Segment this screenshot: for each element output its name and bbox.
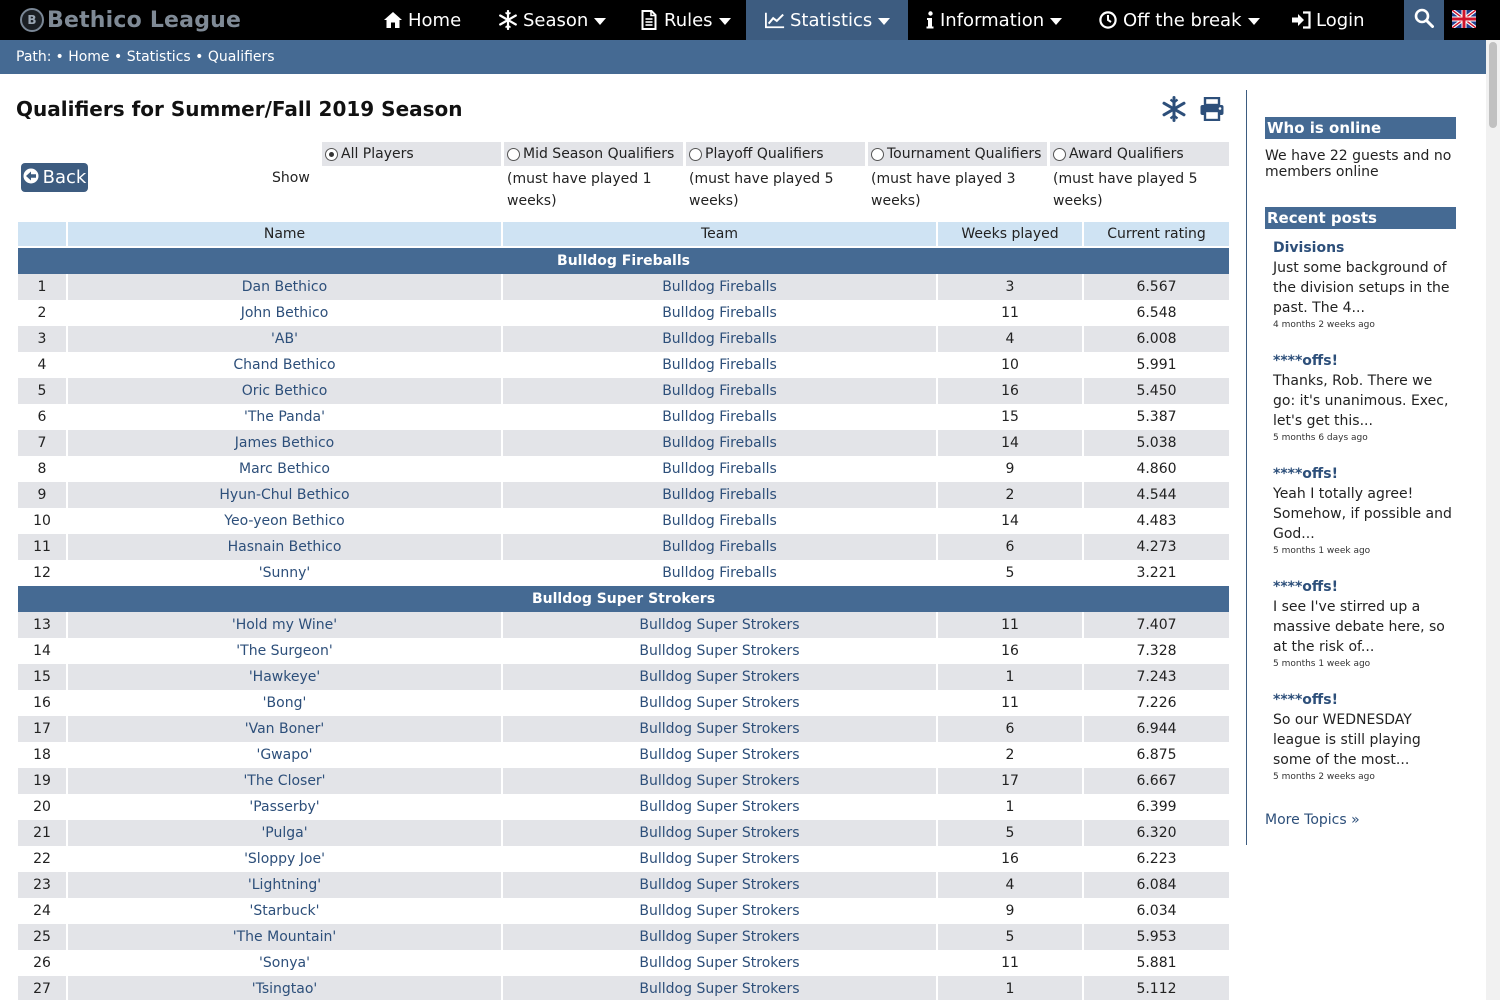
rank-cell: 24 — [18, 898, 66, 924]
rank-cell: 11 — [18, 534, 66, 560]
rating-cell: 6.548 — [1084, 300, 1229, 326]
table-row — [18, 820, 1229, 846]
rank-cell: 3 — [18, 326, 66, 352]
rating-cell: 7.243 — [1084, 664, 1229, 690]
rank-cell: 6 — [18, 404, 66, 430]
table-row — [18, 300, 1229, 326]
print-icon[interactable] — [1199, 96, 1225, 122]
player-name-link[interactable]: 'Sunny' — [68, 560, 501, 586]
rating-cell: 4.860 — [1084, 456, 1229, 482]
nav-home[interactable] — [383, 0, 461, 40]
recent-post-title[interactable]: ****offs! — [1273, 579, 1338, 595]
team-name-link[interactable]: Bulldog Fireballs — [503, 508, 936, 534]
recent-post-title[interactable]: ****offs! — [1273, 692, 1338, 708]
rank-cell: 8 — [18, 456, 66, 482]
team-name-link[interactable]: Bulldog Super Strokers — [503, 664, 936, 690]
breadcrumb — [0, 40, 1486, 74]
table-header-row — [18, 222, 1229, 248]
weeks-played-cell: 11 — [938, 690, 1082, 716]
rating-cell: 5.953 — [1084, 924, 1229, 950]
team-name-link[interactable]: Bulldog Super Strokers — [503, 638, 936, 664]
table-row — [18, 378, 1229, 404]
team-name-link[interactable]: Bulldog Super Strokers — [503, 690, 936, 716]
line-chart-icon — [765, 10, 785, 30]
rank-cell: 14 — [18, 638, 66, 664]
search-button[interactable] — [1404, 0, 1444, 40]
team-name-link[interactable]: Bulldog Super Strokers — [503, 898, 936, 924]
top-navbar — [0, 0, 1500, 40]
team-name-link[interactable]: Bulldog Fireballs — [503, 430, 936, 456]
nav-season-label: Season — [523, 9, 589, 31]
table-row — [18, 430, 1229, 456]
filter-label: Award Qualifiers — [1069, 146, 1184, 162]
team-name-link[interactable]: Bulldog Super Strokers — [503, 820, 936, 846]
player-name-link[interactable]: 'Pulga' — [68, 820, 501, 846]
search-icon — [1414, 8, 1434, 32]
team-name-link[interactable]: Bulldog Fireballs — [503, 404, 936, 430]
recent-post-body: So our WEDNESDAY league is still playing some of the most... — [1273, 712, 1421, 768]
weeks-played-cell: 11 — [938, 612, 1082, 638]
nav-statistics-label: Statistics — [790, 9, 873, 31]
filter-all-players[interactable] — [322, 142, 501, 166]
filter-label: Playoff Qualifiers — [705, 146, 824, 162]
rating-cell: 6.034 — [1084, 898, 1229, 924]
recent-post-body: I see I've stirred up a massive debate here, so at the risk of... — [1273, 599, 1445, 655]
radio-checked-icon[interactable] — [325, 148, 338, 161]
nav-login[interactable] — [1291, 0, 1365, 40]
chevron-down-icon — [594, 18, 606, 25]
rank-cell: 17 — [18, 716, 66, 742]
filter-playoff[interactable] — [686, 142, 865, 212]
weeks-played-cell: 4 — [938, 326, 1082, 352]
season-snowflake-icon[interactable] — [1161, 96, 1187, 122]
table-row — [18, 456, 1229, 482]
weeks-played-cell: 14 — [938, 508, 1082, 534]
table-row — [18, 274, 1229, 300]
weeks-played-cell: 6 — [938, 534, 1082, 560]
player-name-link[interactable]: 'Tsingtao' — [68, 976, 501, 1000]
rank-cell: 12 — [18, 560, 66, 586]
rank-cell: 13 — [18, 612, 66, 638]
filter-option[interactable] — [868, 142, 1047, 166]
player-name-link[interactable]: 'Passerby' — [68, 794, 501, 820]
table-row — [18, 560, 1229, 586]
table-row — [18, 534, 1229, 560]
chevron-down-icon — [719, 18, 731, 25]
rating-cell: 7.328 — [1084, 638, 1229, 664]
weeks-played-cell: 10 — [938, 352, 1082, 378]
table-row — [18, 846, 1229, 872]
table-row — [18, 924, 1229, 950]
radio-icon[interactable] — [871, 148, 884, 161]
rating-cell: 6.223 — [1084, 846, 1229, 872]
rating-cell: 6.399 — [1084, 794, 1229, 820]
table-row — [18, 950, 1229, 976]
table-row — [18, 976, 1229, 1000]
breadcrumb-label: Path: — [16, 49, 52, 65]
rating-cell: 5.991 — [1084, 352, 1229, 378]
rating-cell: 5.387 — [1084, 404, 1229, 430]
radio-icon[interactable] — [507, 148, 520, 161]
rank-cell: 20 — [18, 794, 66, 820]
team-name-link[interactable]: Bulldog Fireballs — [503, 560, 936, 586]
filter-label: All Players — [341, 146, 414, 162]
rank-cell: 1 — [18, 274, 66, 300]
player-name-link[interactable]: 'Starbuck' — [68, 898, 501, 924]
weeks-played-cell: 9 — [938, 898, 1082, 924]
table-row — [18, 612, 1229, 638]
team-name-link[interactable]: Bulldog Fireballs — [503, 326, 936, 352]
weeks-played-cell: 1 — [938, 794, 1082, 820]
rating-cell: 6.008 — [1084, 326, 1229, 352]
column-header-name: Name — [68, 222, 501, 248]
radio-icon[interactable] — [1053, 148, 1066, 161]
filter-note: (must have played 3 weeks) — [871, 171, 1016, 209]
weeks-played-cell: 5 — [938, 560, 1082, 586]
breadcrumb-trail[interactable]: • Home • Statistics • Qualifiers — [55, 49, 275, 65]
team-name-link[interactable]: Bulldog Super Strokers — [503, 716, 936, 742]
chevron-down-icon — [878, 18, 890, 25]
language-flag-icon[interactable] — [1452, 10, 1476, 28]
player-name-link[interactable]: 'The Panda' — [68, 404, 501, 430]
rating-cell: 6.667 — [1084, 768, 1229, 794]
player-name-link[interactable]: John Bethico — [68, 300, 501, 326]
rank-cell: 5 — [18, 378, 66, 404]
home-icon — [383, 10, 403, 30]
arrow-left-icon — [23, 168, 39, 188]
player-name-link[interactable]: James Bethico — [68, 430, 501, 456]
table-row — [18, 690, 1229, 716]
team-name-link[interactable]: Bulldog Super Strokers — [503, 768, 936, 794]
rank-cell: 16 — [18, 690, 66, 716]
team-name-link[interactable]: Bulldog Super Strokers — [503, 924, 936, 950]
rating-cell: 4.273 — [1084, 534, 1229, 560]
table-row — [18, 404, 1229, 430]
column-header-rating: Current rating — [1084, 222, 1229, 248]
weeks-played-cell: 3 — [938, 274, 1082, 300]
player-name-link[interactable]: Chand Bethico — [68, 352, 501, 378]
table-row — [18, 352, 1229, 378]
nav-information[interactable] — [925, 0, 1062, 40]
weeks-played-cell: 1 — [938, 664, 1082, 690]
player-name-link[interactable]: 'Lightning' — [68, 872, 501, 898]
rank-cell: 23 — [18, 872, 66, 898]
table-row — [18, 508, 1229, 534]
weeks-played-cell: 17 — [938, 768, 1082, 794]
nav-rules-label: Rules — [664, 9, 713, 31]
recent-post — [1273, 579, 1457, 669]
table-row — [18, 768, 1229, 794]
chevron-down-icon — [1050, 18, 1062, 25]
rating-cell: 7.407 — [1084, 612, 1229, 638]
rank-cell: 10 — [18, 508, 66, 534]
sidebar — [1246, 90, 1460, 845]
team-name-link[interactable]: Bulldog Super Strokers — [503, 794, 936, 820]
rank-cell: 7 — [18, 430, 66, 456]
player-name-link[interactable]: Hyun-Chul Bethico — [68, 482, 501, 508]
filter-label: Tournament Qualifiers — [887, 146, 1042, 162]
rank-cell: 25 — [18, 924, 66, 950]
team-name-link[interactable]: Bulldog Fireballs — [503, 456, 936, 482]
team-name-link[interactable]: Bulldog Super Strokers — [503, 612, 936, 638]
table-row — [18, 898, 1229, 924]
player-name-link[interactable]: 'Van Boner' — [68, 716, 501, 742]
rank-cell: 22 — [18, 846, 66, 872]
brand-logo-icon: B — [20, 8, 44, 32]
column-header-rank — [18, 222, 66, 248]
player-name-link[interactable]: Hasnain Bethico — [68, 534, 501, 560]
filter-mid-season[interactable] — [504, 142, 683, 212]
weeks-played-cell: 11 — [938, 300, 1082, 326]
table-row — [18, 716, 1229, 742]
filter-note: (must have played 1 weeks) — [507, 171, 652, 209]
player-name-link[interactable]: 'Hold my Wine' — [68, 612, 501, 638]
weeks-played-cell: 5 — [938, 820, 1082, 846]
weeks-played-cell: 14 — [938, 430, 1082, 456]
player-name-link[interactable]: 'Bong' — [68, 690, 501, 716]
team-name-link[interactable]: Bulldog Fireballs — [503, 274, 936, 300]
nav-season[interactable] — [498, 0, 606, 40]
team-group-row — [18, 248, 1229, 274]
filter-label: Mid Season Qualifiers — [523, 146, 675, 162]
recent-post-body: Thanks, Rob. There we go: it's unanimous. Exec, let's get this... — [1273, 373, 1449, 429]
qualifiers-table — [16, 222, 1231, 1000]
show-label: Show — [272, 170, 310, 186]
radio-icon[interactable] — [689, 148, 702, 161]
nav-home-label: Home — [408, 9, 462, 31]
table-row — [18, 482, 1229, 508]
recent-post-time: 5 months 6 days ago — [1273, 433, 1368, 443]
table-row — [18, 794, 1229, 820]
recent-post — [1273, 240, 1457, 330]
rating-cell: 6.084 — [1084, 872, 1229, 898]
rank-cell: 9 — [18, 482, 66, 508]
team-name-link[interactable]: Bulldog Fireballs — [503, 534, 936, 560]
nav-off-the-break-label: Off the break — [1123, 9, 1242, 31]
player-name-link[interactable]: 'Hawkeye' — [68, 664, 501, 690]
filter-option[interactable] — [686, 142, 865, 166]
team-name-link[interactable]: Bulldog Fireballs — [503, 352, 936, 378]
player-name-link[interactable]: 'Gwapo' — [68, 742, 501, 768]
filter-option[interactable] — [1050, 142, 1229, 166]
filter-option[interactable] — [504, 142, 683, 166]
who-is-online-heading: Who is online — [1265, 117, 1456, 139]
column-header-weeks: Weeks played — [938, 222, 1082, 248]
chevron-down-icon — [1248, 18, 1260, 25]
team-group-row — [18, 586, 1229, 612]
rank-cell: 18 — [18, 742, 66, 768]
team-name-link[interactable]: Bulldog Super Strokers — [503, 846, 936, 872]
player-name-link[interactable]: Marc Bethico — [68, 456, 501, 482]
rank-cell: 26 — [18, 950, 66, 976]
recent-post — [1273, 353, 1457, 443]
rating-cell: 5.881 — [1084, 950, 1229, 976]
team-name-link[interactable]: Bulldog Super Strokers — [503, 872, 936, 898]
rank-cell: 21 — [18, 820, 66, 846]
back-button-label: Back — [42, 167, 87, 188]
rank-cell: 2 — [18, 300, 66, 326]
rank-cell: 27 — [18, 976, 66, 1000]
weeks-played-cell: 16 — [938, 378, 1082, 404]
more-topics-link[interactable]: More Topics » — [1265, 812, 1360, 828]
info-icon — [925, 10, 935, 30]
player-name-link[interactable]: 'The Closer' — [68, 768, 501, 794]
table-row — [18, 872, 1229, 898]
team-name-link[interactable]: Bulldog Fireballs — [503, 378, 936, 404]
weeks-played-cell: 15 — [938, 404, 1082, 430]
column-header-team: Team — [503, 222, 936, 248]
filter-note: (must have played 5 weeks) — [1053, 171, 1198, 209]
recent-post-title[interactable]: Divisions — [1273, 240, 1345, 256]
rating-cell: 4.544 — [1084, 482, 1229, 508]
rating-cell: 5.450 — [1084, 378, 1229, 404]
rating-cell: 7.226 — [1084, 690, 1229, 716]
recent-post-time: 5 months 2 weeks ago — [1273, 772, 1375, 782]
sign-in-icon — [1291, 10, 1311, 30]
recent-post — [1273, 466, 1457, 556]
document-icon — [639, 10, 659, 30]
player-name-link[interactable]: Oric Bethico — [68, 378, 501, 404]
player-name-link[interactable]: 'The Mountain' — [68, 924, 501, 950]
player-name-link[interactable]: 'The Surgeon' — [68, 638, 501, 664]
recent-post-title[interactable]: ****offs! — [1273, 353, 1338, 369]
weeks-played-cell: 11 — [938, 950, 1082, 976]
team-name-link[interactable]: Bulldog Super Strokers — [503, 742, 936, 768]
filter-tournament[interactable] — [868, 142, 1047, 212]
recent-post-body: Yeah I totally agree! Somehow, if possible and God... — [1273, 486, 1452, 542]
table-row — [18, 638, 1229, 664]
nav-login-label: Login — [1316, 9, 1365, 31]
weeks-played-cell: 5 — [938, 924, 1082, 950]
rating-cell: 6.320 — [1084, 820, 1229, 846]
team-name-link[interactable]: Bulldog Fireballs — [503, 482, 936, 508]
recent-post-time: 4 months 2 weeks ago — [1273, 320, 1375, 330]
scrollbar-thumb[interactable] — [1489, 42, 1497, 128]
player-name-link[interactable]: 'AB' — [68, 326, 501, 352]
filter-option[interactable] — [322, 142, 501, 166]
rating-cell: 6.875 — [1084, 742, 1229, 768]
player-name-link[interactable]: Yeo-yeon Bethico — [68, 508, 501, 534]
recent-post-title[interactable]: ****offs! — [1273, 466, 1338, 482]
player-name-link[interactable]: 'Sloppy Joe' — [68, 846, 501, 872]
rating-cell: 6.944 — [1084, 716, 1229, 742]
back-button[interactable] — [21, 163, 88, 192]
team-name-link[interactable]: Bulldog Super Strokers — [503, 976, 936, 1000]
rank-cell: 19 — [18, 768, 66, 794]
filter-note: (must have played 5 weeks) — [689, 171, 834, 209]
table-row — [18, 326, 1229, 352]
rating-cell: 5.038 — [1084, 430, 1229, 456]
weeks-played-cell: 16 — [938, 846, 1082, 872]
who-is-online-text: We have 22 guests and no members online — [1265, 148, 1452, 180]
team-group-name: Bulldog Super Strokers — [18, 586, 1229, 612]
filter-award[interactable] — [1050, 142, 1229, 212]
player-name-link[interactable]: 'Sonya' — [68, 950, 501, 976]
weeks-played-cell: 9 — [938, 456, 1082, 482]
rank-cell: 15 — [18, 664, 66, 690]
table-body — [18, 248, 1229, 1000]
page-title: Qualifiers for Summer/Fall 2019 Season — [16, 97, 463, 121]
rating-cell: 6.567 — [1084, 274, 1229, 300]
weeks-played-cell: 16 — [938, 638, 1082, 664]
recent-post-time: 5 months 1 week ago — [1273, 659, 1371, 669]
recent-post-body: Just some background of the division setups in the past. The 4... — [1273, 260, 1450, 316]
table-row — [18, 664, 1229, 690]
player-name-link[interactable]: Dan Bethico — [68, 274, 501, 300]
snowflake-icon — [498, 10, 518, 30]
recent-posts-heading: Recent posts — [1265, 207, 1456, 229]
weeks-played-cell: 4 — [938, 872, 1082, 898]
brand-logo-link[interactable] — [20, 6, 241, 34]
nav-off-the-break[interactable] — [1098, 0, 1260, 40]
recent-post-time: 5 months 1 week ago — [1273, 546, 1371, 556]
table-row — [18, 742, 1229, 768]
clock-icon — [1098, 10, 1118, 30]
weeks-played-cell: 2 — [938, 742, 1082, 768]
brand-name: Bethico League — [47, 7, 242, 33]
nav-information-label: Information — [940, 9, 1045, 31]
recent-post — [1273, 692, 1457, 782]
weeks-played-cell: 6 — [938, 716, 1082, 742]
weeks-played-cell: 2 — [938, 482, 1082, 508]
team-name-link[interactable]: Bulldog Super Strokers — [503, 950, 936, 976]
rating-cell: 3.221 — [1084, 560, 1229, 586]
nav-rules[interactable] — [639, 0, 731, 40]
rating-cell: 5.112 — [1084, 976, 1229, 1000]
team-name-link[interactable]: Bulldog Fireballs — [503, 300, 936, 326]
rating-cell: 4.483 — [1084, 508, 1229, 534]
nav-statistics[interactable] — [746, 0, 908, 40]
page-scrollbar[interactable] — [1486, 40, 1500, 1000]
team-group-name: Bulldog Fireballs — [18, 248, 1229, 274]
rank-cell: 4 — [18, 352, 66, 378]
weeks-played-cell: 1 — [938, 976, 1082, 1000]
